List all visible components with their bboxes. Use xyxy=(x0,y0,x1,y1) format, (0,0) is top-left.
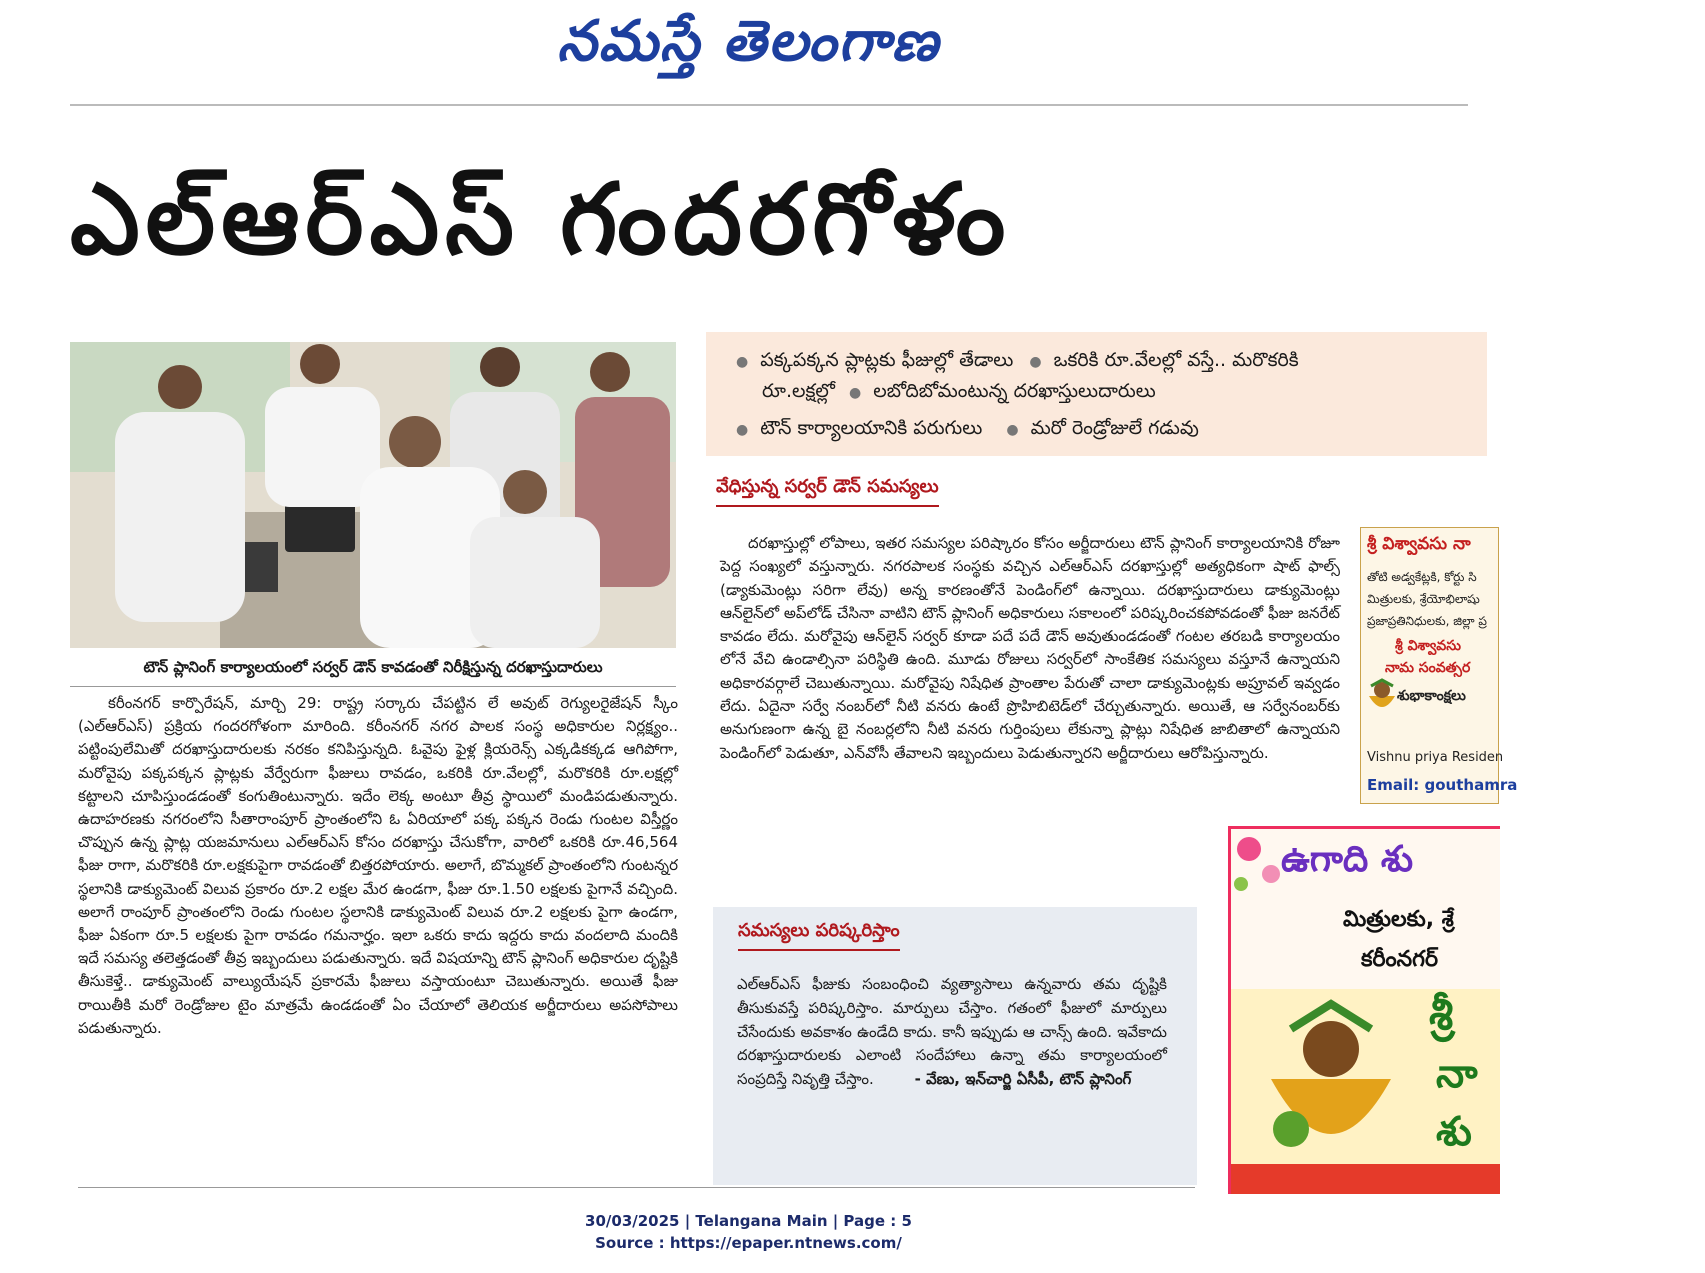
ad-wish: శ్రీ విశ్వావసు xyxy=(1395,638,1461,654)
footer xyxy=(0,1210,1497,1254)
bullet-icon: ● xyxy=(1006,422,1019,438)
quote-text: ఎల్‌ఆర్‌ఎస్‌ ఫీజుకు సంబంధించి వ్యత్యాసాలు ఉన్నవారు తమ దృష్టికి తీసుకువస్తే పరిష్కరిస్తాం. మార్పులు చేస్తాం. గతంలో ఫీజులో మార్పులు చేసేందుకు అవకాశం ఉండేది కాదు. కానీ ఇప్పుడు ఆ చాన్స్‌ ఉంది. ఇవేకాదు దరఖాస్తుదారులకు ఎలాంటి సందేహాలు ఉన్నా తమ కార్యాలయంలో సంప్రదిస్తే నివృత్తి చేస్తాం. xyxy=(737,975,1167,1089)
main-article-body: కరీంనగర్‌ కార్పొరేషన్‌, మార్చి 29: రాష్ట్ర సర్కారు చేపట్టిన లే అవుట్‌ రెగ్యులరైజేషన్‌ స్కీం (ఎల్‌ఆర్‌ఎస్‌) ప్రక్రియ గందరగోళంగా మారింది. కరీంనగర్‌ నగర పాలక సంస్థ అధికారుల నిర్లక్ష్యం.. పట్టింపులేమితో దరఖాస్తుదారులకు నరకం కనిపిస్తున్నది. ఓవైపు ఫైళ్ల క్లియరెన్స్‌ ఎక్కడికక్కడ ఆగిపోగా, మరోవైపు పక్కపక్కన ప్లాట్లకు వేర్వేరుగా ఫీజులు రావడం, ఒకరికి రూ.వేలల్లో, మరొకరికి రూ.లక్షల్లో కట్టాలని చూపిస్తుండడంతో కంగుతింటున్నారు. ఇదేం లెక్క అంటూ తీవ్ర స్థాయిలో మండిపడుతున్నారు. ఉదాహరణకు నగరంలోని సీతారాంపూర్‌ ప్రాంతంలోని ఓ ఏరియాలో పక్క పక్కన రెండు గుంటల విస్తీర్ణం చొప్పున ఉన్న ప్లాట్ల యజమానులు ఎల్‌ఆర్‌ఎస్‌ కోసం దరఖాస్తు చేసుకోగా, వారిలో ఒకరికి రూ.46,564 ఫీజు రాగా, మరొకరికి రూ.లక్షకుపైగా రావడంతో బిత్తరపోయారు. అలాగే, బొమ్మకల్‌ ప్రాంతంలోని గుంటన్నర స్థలానికి డాక్యుమెంట్‌ విలువ ప్రకారం రూ.2 లక్షల మేర ఉండగా, ఫీజు రూ.1.50 లక్షలకు పైగానే వచ్చింది. అలాగే రాంపూర్‌ ప్రాంతంలోని రెండు గుంటల స్థలానికి డాక్యుమెంట్‌ విలువ రూ.2 లక్షలకు పైగా ఉండగా, ఫీజు ఏకంగా రూ.5 లక్షలకు పైగా రావడం గమనార్హం. ఇలా ఒకరు కాదు ఇద్దరు కాదు వందలాది మందికి ఇదే సమస్య తలెత్తడంతో తీవ్ర ఇబ్బందులు పడుతున్నారు. ఇదే విషయాన్ని టౌన్‌ ప్లానింగ్‌ అధికారుల దృష్టికి తీసుకెళ్తే.. డాక్యుమెంట్‌ వాల్యుయేషన్‌ ప్రకారమే ఫీజులు వస్తాయంటూ చెబుతున్నారు. అయితే ఫీజు రాయితీకి మరో రెండ్రోజుల టైం మాత్రమే ఉండడంతో ఏం చేయాలో తెలియక అర్జీదారులు అపసోపాలు పడుతున్నారు. xyxy=(78,694,679,1037)
footer-dateline: 30/03/2025 | Telangana Main | Page : 5 xyxy=(585,1212,912,1230)
ad-big-text: శు xyxy=(1436,1109,1472,1155)
article-bottom-rule xyxy=(78,1187,1195,1188)
ad-line: మిత్రులకు, శ్రేయోభిలాషు xyxy=(1367,592,1480,606)
bullet-icon: ● xyxy=(736,422,749,438)
headline: ఎల్‌ఆర్‌ఎస్‌ గందరగోళం xyxy=(70,163,1012,277)
highlight-text: ఒకరికి రూ.వేలల్లో వస్తే.. మరొకరికి xyxy=(1053,349,1299,371)
highlights-box xyxy=(706,332,1487,456)
server-section-heading: వేధిస్తున్న సర్వర్‌ డౌన్‌ సమస్యలు xyxy=(716,476,939,507)
quote-section-body xyxy=(737,973,1167,1092)
quote-attribution: - వేణు, ఇన్‌చార్జి ఏసీపీ, టౌన్‌ ప్లానింగ్‌ xyxy=(914,1070,1132,1089)
quote-section-heading: సమస్యలు పరిష్కరిస్తాం xyxy=(738,920,900,951)
photo-caption: టౌన్‌ ప్లానింగ్‌ కార్యాలయంలో సర్వర్‌ డౌన్‌ కావడంతో నిరీక్షిస్తున్న దరఖాస్తుదారులు xyxy=(70,652,676,687)
office-scene-illustration xyxy=(70,342,676,648)
ad-wish: శుభాకాంక్షలు xyxy=(1397,688,1466,704)
highlight-text: రూ.లక్షల్లో xyxy=(762,380,835,402)
advertisement-greeting xyxy=(1360,527,1518,804)
footer-source-link[interactable]: Source : https://epaper.ntnews.com/ xyxy=(595,1234,902,1252)
ad-line: ప్రజాప్రతినిధులకు, జిల్లా ప్ర xyxy=(1367,614,1487,628)
ad-address: Vishnu priya Residen xyxy=(1367,750,1504,765)
ad-wish: నామ సంవత్సర xyxy=(1385,660,1471,676)
ad-title: ఉగాది శు xyxy=(1281,839,1414,880)
advertisement-ugadi xyxy=(1228,826,1500,1194)
ad-big-text: నా xyxy=(1436,1051,1478,1097)
highlight-text: లబోదిబోమంటున్న దరఖాస్తులుదారులు xyxy=(873,380,1156,402)
news-photo xyxy=(70,342,676,648)
highlight-text: టౌన్‌ కార్యాలయానికి పరుగులు xyxy=(760,417,983,439)
ad-big-text: శ్రీ xyxy=(1429,989,1454,1040)
highlight-text: మరో రెండ్రోజులే గడువు xyxy=(1030,417,1199,439)
highlight-line xyxy=(736,414,1466,445)
ad-line: కరీంనగర్‌ xyxy=(1361,947,1439,972)
bullet-icon: ● xyxy=(736,354,749,370)
ad-title: శ్రీ విశ్వావసు నా xyxy=(1367,534,1471,554)
bullet-icon: ● xyxy=(1029,354,1042,370)
masthead: నమస్తే తెలంగాణ xyxy=(557,8,940,74)
highlight-line xyxy=(762,377,1492,408)
masthead-rule xyxy=(70,104,1468,106)
highlight-text: పక్కపక్కన ప్లాట్లకు ఫీజుల్లో తేడాలు xyxy=(760,349,1014,371)
kalash-icon xyxy=(1365,678,1399,718)
highlight-line xyxy=(736,346,1466,377)
bullet-icon: ● xyxy=(849,385,862,401)
ad-line: మిత్రులకు, శ్రే xyxy=(1343,907,1454,932)
server-section-body: దరఖాస్తుల్లో లోపాలు, ఇతర సమస్యల పరిష్కారం కోసం అర్జీదారులు టౌన్‌ ప్లానింగ్‌ కార్యాలయానికి రోజూ పెద్ద సంఖ్యలో వస్తున్నారు. నగరపాలక సంస్థకు వచ్చిన ఎల్‌ఆర్‌ఎస్‌ దరఖాస్తుల్లో అత్యధికంగా షాట్‌ ఫాల్స్‌ (డ్యాకుమెంట్లు సరిగా లేవు) అన్న కారణంతోనే పెండింగ్‌లో ఉన్నాయి. దరఖాస్తుదారులు డాక్యుమెంట్లు ఆన్‌లైన్‌లో అప్‌లోడ్‌ చేసినా వాటిని టౌన్‌ ప్లానింగ్‌ అధికారులు సకాలంలో పరిష్కరించకపోవడంతో ఫీజు జనరేట్‌ కావడం లేదు. మరోవైపు ఆన్‌లైన్‌ సర్వర్‌ కూడా పదే పదే డౌన్‌ అవుతుండడంతో గంటల తరబడి కార్యాలయం లోనే వేచి ఉండాల్సినా పరిస్థితి ఉంది. మూడు రోజులు సర్వర్‌లో సాంకేతిక సమస్యలు వస్తూనే ఉన్నాయని అధికారవర్గాలే చెబుతున్నాయి. మరోవైపు నిషేధిత ప్రాంతాల పేరుతో చాలా డాక్యుమెంట్లకు అప్రూవల్‌ ఇవ్వడం లేదు. ఏదైనా సర్వే నంబర్‌లో నీటి వనరు ఉంటే ప్రొహిబిటెడ్‌లో చేర్చుతున్నారు. అయితే, ఆ సర్వేనంబర్‌కు అనుగుణంగా ఉన్న బై నంబర్లలోని నీటి వనరు గుర్తింపులు లేకున్నా ప్లాట్లు నిషేధిత జాబితాలో ఉన్నాయని పెండింగ్‌లో పెడుతూ, ఎన్‌వోసీ తేవాలని ఇబ్బందులు పెడుతున్నారని అర్జీదారులు ఆరోపిస్తున్నారు. xyxy=(720,534,1340,762)
ad-email: Email: gouthamra xyxy=(1367,776,1518,794)
ad-line: తోటి అడ్వకేట్లకి, కోర్టు సి xyxy=(1367,570,1477,584)
